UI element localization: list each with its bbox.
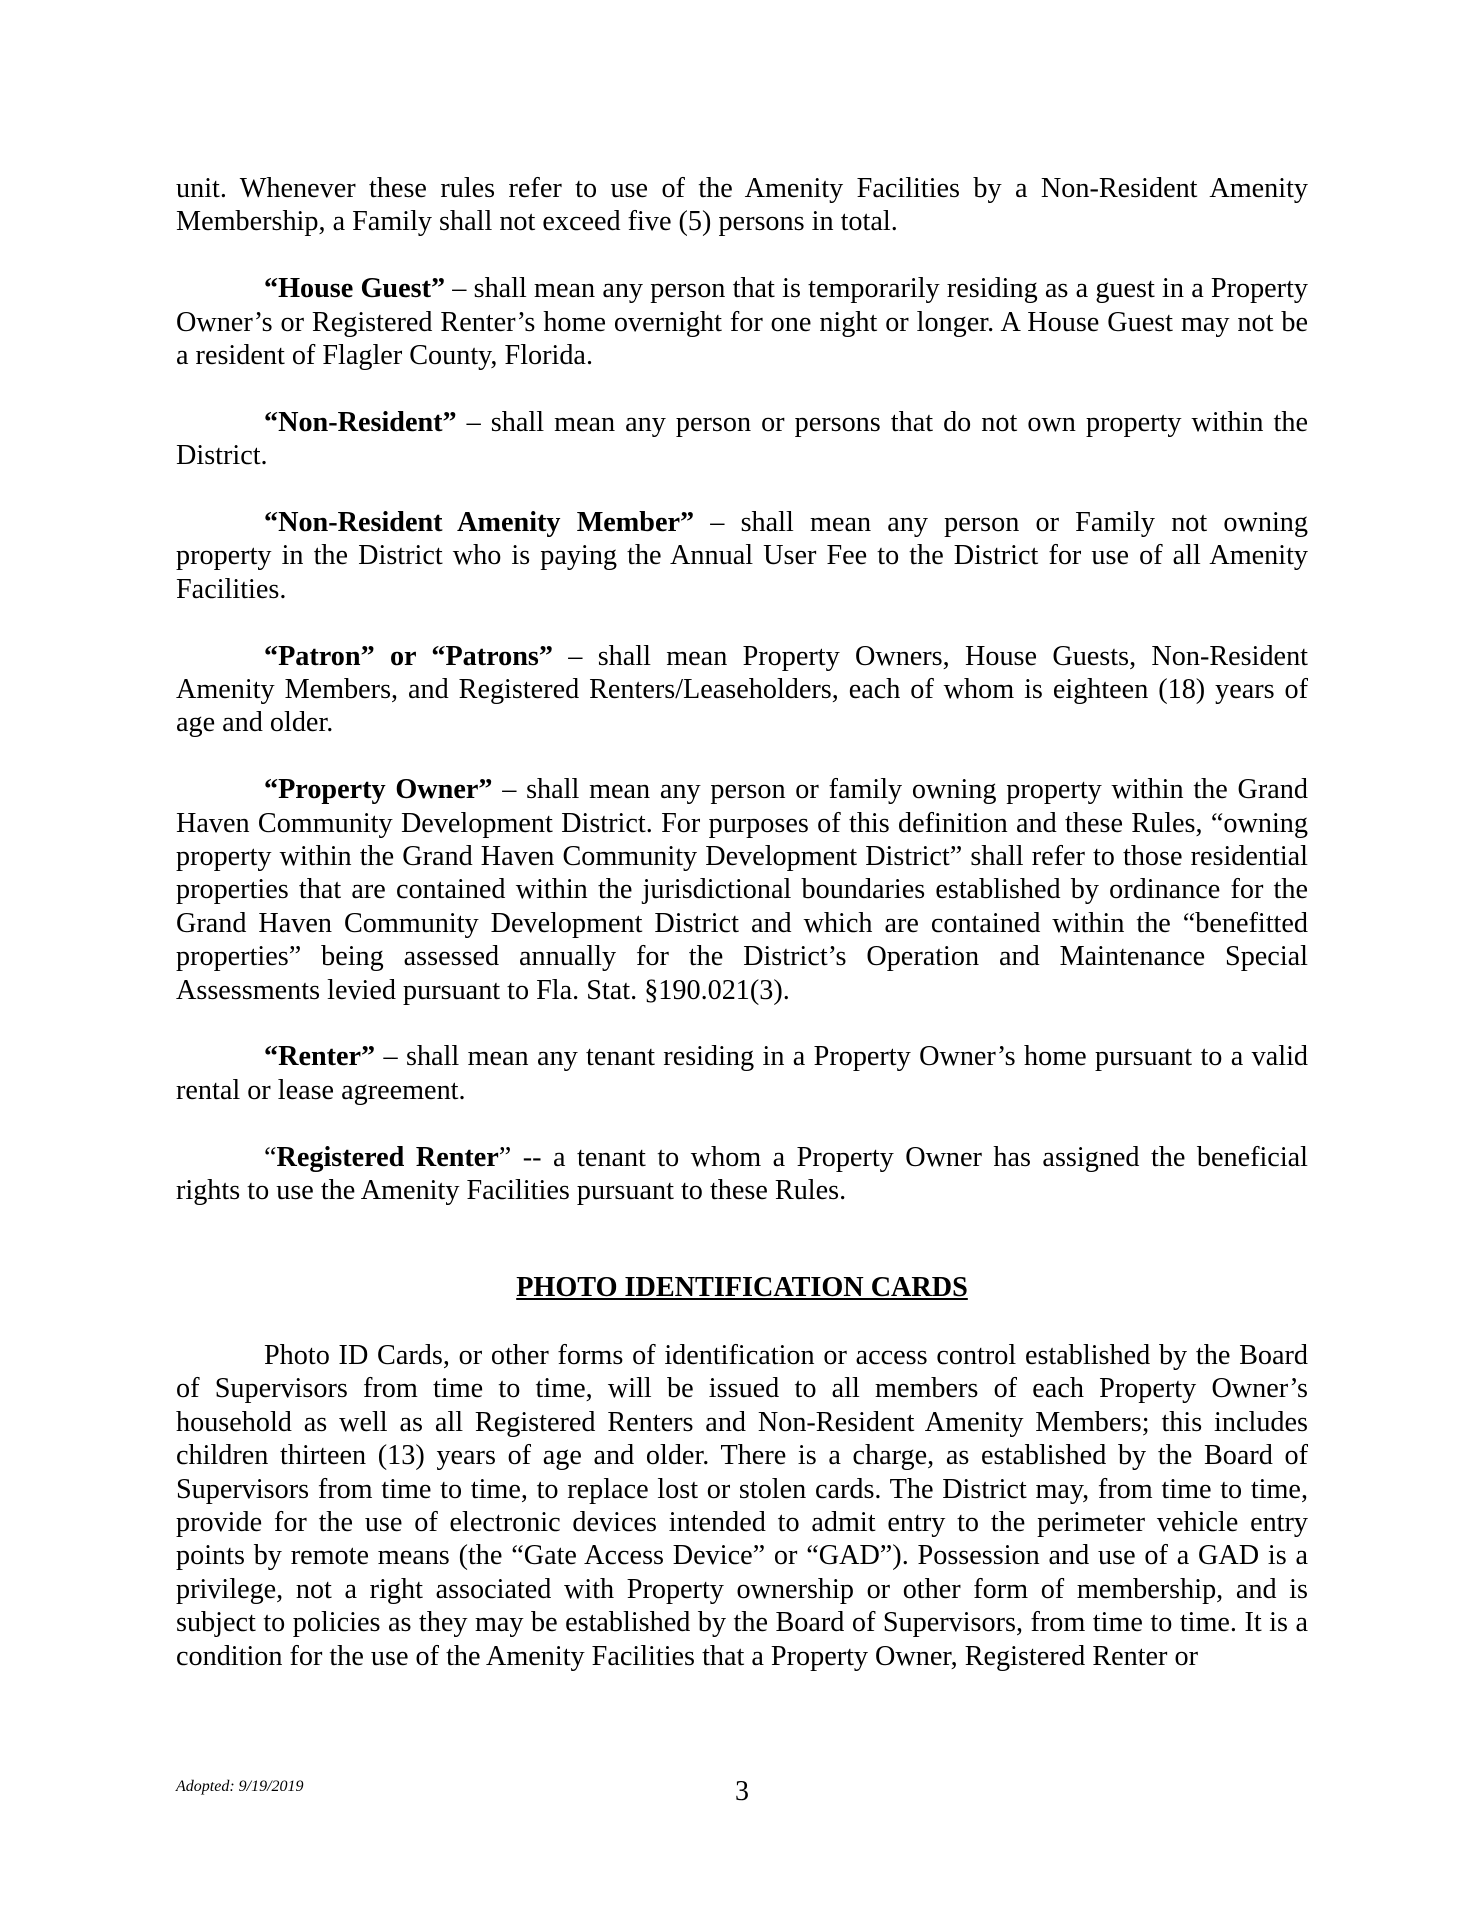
section-body: Photo ID Cards, or other forms of identification or access control established by the Board of Supervisors from time to time, will be issued to all members of each Property Owner’s household as well as all Registered Renters and Non-Resident Amenity Members; this includes children thirteen (13) years of age and older. There is a charge, as established by the Board of Supervisors from time to time, to replace lost or stolen cards. The District may, from time to time, provide for the use of electronic devices intended to admit entry to the perimeter vehicle entry points by remote means (the “Gate Access Device” or “GAD”). Possession and use of a GAD is a privilege, not a right associated with Property ownership or other form of membership, and is subject to policies as they may be established by the Board of Supervisors, from time to time. It is a condition for the use of the Amenity Facilities that a Property Owner, Registered Renter or (176, 1339, 1308, 1672)
page-number: 3 (735, 1776, 749, 1807)
definition-term: “Patron” or “Patrons” (264, 640, 553, 672)
definition-text: – shall mean any person that is temporarily residing as a guest in a Property Owner’s or Registered Renter’s home overnight for one night or longer. A House Guest may not be a resident of Flagler County, Florida. (176, 273, 1308, 372)
definition-term: “Property Owner” (264, 774, 493, 806)
section-heading: PHOTO IDENTIFICATION CARDS (516, 1272, 968, 1304)
definition-text: – shall mean Property Owners, House Guests, Non-Resident Amenity Members, and Registered Renters/Leaseholders, each of whom is eighteen (18) years of age and older. (176, 640, 1308, 739)
document-page (176, 172, 1308, 1673)
definition-term: “Non-Resident Amenity Member” (264, 507, 695, 539)
paragraph-family-continuation (176, 172, 1308, 239)
definition-term: “House Guest” (264, 273, 446, 305)
paragraph-text: unit. Whenever these rules refer to use of the Amenity Facilities by a Non-Resident Amenity Membership, a Family shall not exceed five (5) persons in total. (176, 173, 1308, 238)
definition-property-owner (176, 773, 1308, 1007)
definition-text: – shall mean any person or family owning property within the Grand Haven Community Development District. For purposes of this definition and these Rules, “owning property within the Grand Haven Community Development District” shall refer to those residential properties that are contained within the jurisdictional boundaries established by ordinance for the Grand Haven Community Development District and which are contained within the “benefitted properties” being assessed annually for the District’s Operation and Maintenance Special Assessments levied pursuant to Fla. Stat. §190.021(3). (176, 774, 1308, 1006)
definition-term: “Non-Resident” (264, 406, 457, 438)
definition-registered-renter (176, 1141, 1308, 1208)
definition-text: – shall mean any tenant residing in a Property Owner’s home pursuant to a valid rental or lease agreement. (176, 1041, 1308, 1106)
definition-term: Registered Renter (276, 1141, 499, 1173)
definition-house-guest (176, 272, 1308, 372)
definition-text: – shall mean any person or persons that do not own property within the District. (176, 406, 1308, 472)
footer-adopted-date: Adopted: 9/19/2019 (176, 1778, 304, 1795)
definition-renter (176, 1040, 1308, 1107)
definition-non-resident-amenity-member (176, 506, 1308, 606)
definition-term: “Renter” (264, 1041, 376, 1073)
definition-non-resident (176, 406, 1308, 473)
definition-text: ” -- a tenant to whom a Property Owner has assigned the beneficial rights to use the Amenity Facilities pursuant to these Rules. (176, 1141, 1308, 1207)
definition-patron (176, 640, 1308, 740)
definition-lead-quote: “ (264, 1141, 277, 1173)
definition-text: – shall mean any person or Family not owning property in the District who is paying the Annual User Fee to the District for use of all Amenity Facilities. (176, 507, 1308, 605)
